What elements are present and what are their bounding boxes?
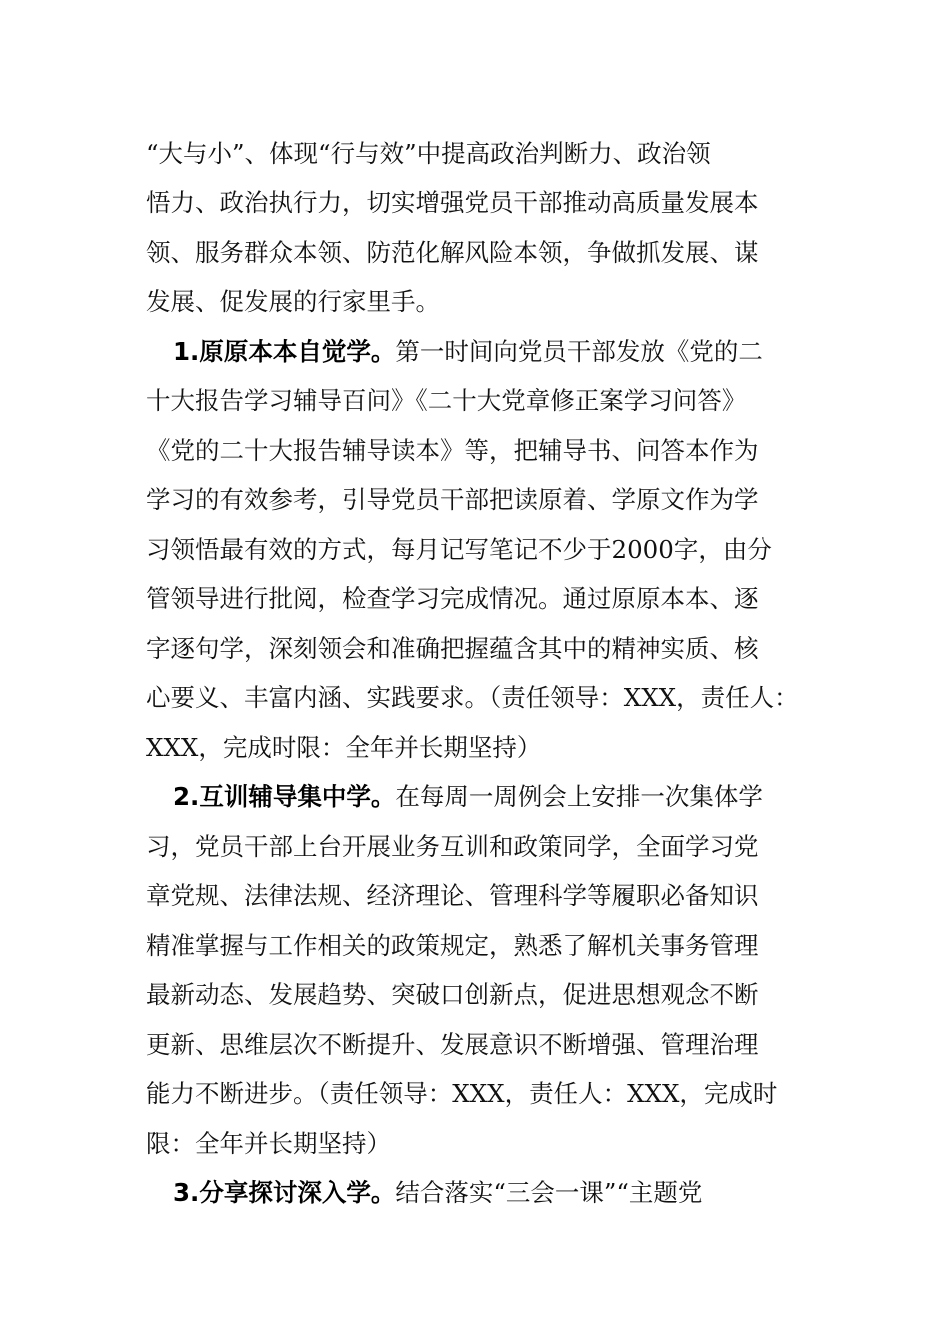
item-2-line: 更新、思维层次不断提升、发展意识不断增强、管理治理 <box>146 1030 759 1059</box>
item-2-line: 能力不断进步。（责任领导：XXX，责任人：XXX，完成时 <box>146 1079 778 1108</box>
paragraph-line: 悟力、政治执行力，切实增强党员干部推动高质量发展本 <box>146 188 759 217</box>
item-1-line: 学习的有效参考，引导党员干部把读原着、学原文作为学 <box>146 485 759 514</box>
item-1-line: 《党的二十大报告辅导读本》等，把辅导书、问答本作为 <box>146 436 759 465</box>
item-1-line: 管领导进行批阅，检查学习完成情况。通过原原本本、逐 <box>146 584 759 613</box>
paragraph-line: “大与小”、体现“行与效”中提高政治判断力、政治领 <box>146 139 711 168</box>
item-2-text: 在每周一周例会上安排一次集体学 <box>395 782 763 811</box>
item-1-line: 心要义、丰富内涵、实践要求。（责任领导：XXX，责任人： <box>146 683 799 712</box>
item-1-first-line <box>173 332 836 372</box>
paragraph-line: 发展、促发展的行家里手。 <box>146 287 440 316</box>
item-3-first-line <box>173 1173 836 1213</box>
item-2-line: 限：全年并长期坚持） <box>146 1129 391 1158</box>
item-1-line: 字逐句学，深刻领会和准确把握蕴含其中的精神实质、核 <box>146 634 759 663</box>
item-1-line: 十大报告学习辅导百问》《二十大党章修正案学习问答》 <box>146 386 747 415</box>
item-2-line: 精准掌握与工作相关的政策规定，熟悉了解机关事务管理 <box>146 931 759 960</box>
paragraph-line: 领、服务群众本领、防范化解风险本领，争做抓发展、谋 <box>146 238 759 267</box>
item-2-line: 章党规、法律法规、经济理论、管理科学等履职必备知识 <box>146 881 759 910</box>
item-1-line: 习领悟最有效的方式，每月记写笔记不少于2000字，由分 <box>146 535 772 564</box>
item-2-line: 最新动态、发展趋势、突破口创新点，促进思想观念不断 <box>146 980 759 1009</box>
item-2-line: 习，党员干部上台开展业务互训和政策同学，全面学习党 <box>146 832 759 861</box>
item-3-heading: 3.分享探讨深入学。 <box>173 1178 396 1207</box>
item-2-first-line <box>173 777 836 817</box>
item-2-heading: 2.互训辅导集中学。 <box>173 782 396 811</box>
item-3-text: 结合落实“三会一课”“主题党 <box>395 1178 703 1207</box>
item-1-line: XXX，完成时限：全年并长期坚持） <box>146 733 542 762</box>
item-1-heading: 1.原原本本自觉学。 <box>173 337 396 366</box>
item-1-text: 第一时间向党员干部发放《党的二 <box>395 337 763 366</box>
